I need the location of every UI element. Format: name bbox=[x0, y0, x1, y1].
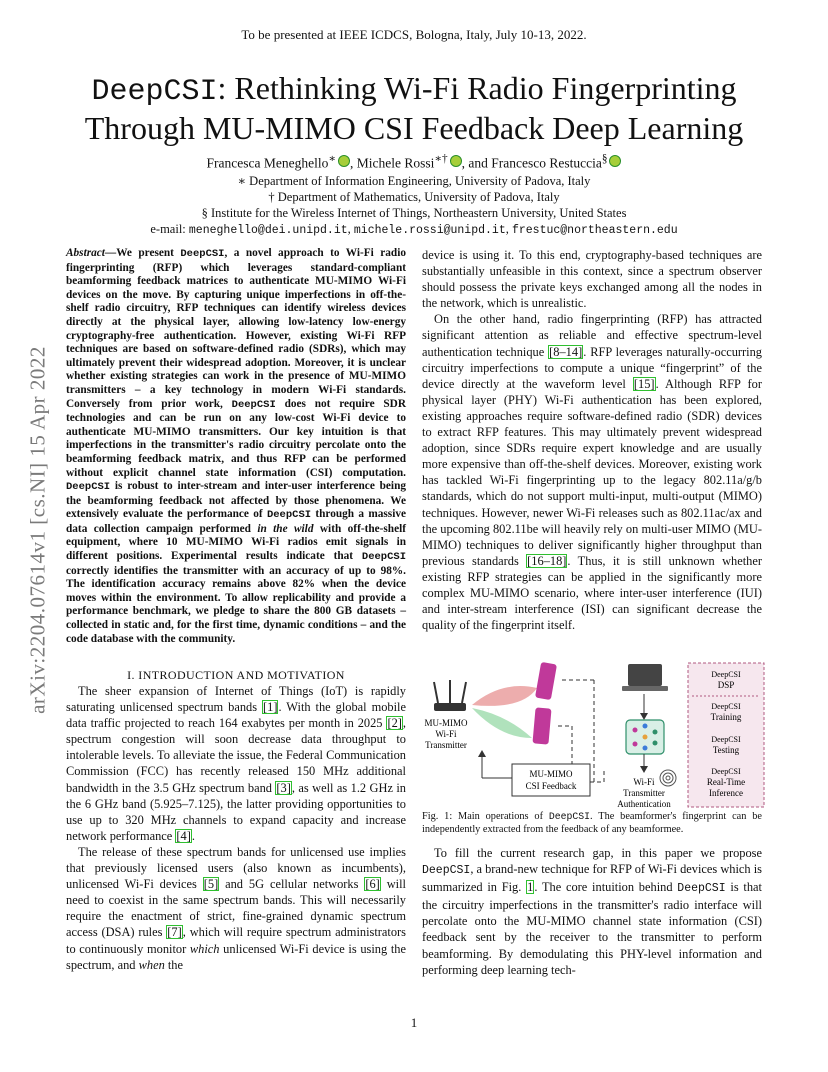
email-3[interactable]: frestuc@northeastern.edu bbox=[511, 224, 678, 237]
citation-link[interactable]: [3] bbox=[276, 780, 291, 795]
figure-link[interactable]: 1 bbox=[527, 880, 534, 895]
email-1[interactable]: meneghello@dei.unipd.it bbox=[188, 224, 348, 237]
neural-network-icon bbox=[626, 720, 664, 754]
citation-link[interactable]: [6] bbox=[365, 877, 380, 892]
citation-link[interactable]: [5] bbox=[203, 877, 219, 892]
laptop-icon bbox=[622, 664, 668, 691]
citation-link[interactable]: [15] bbox=[633, 376, 655, 391]
author-3-mark: § bbox=[601, 153, 608, 165]
citation-link[interactable]: [2] bbox=[387, 716, 402, 731]
orcid-icon[interactable] bbox=[450, 155, 462, 167]
smartphone-icon bbox=[532, 662, 557, 745]
beam-green-icon bbox=[472, 708, 532, 738]
paragraph: The release of these spectrum bands for unlicensed use implies that previously licensed users (also known as incumbents), unlicensed Wi-Fi devices [5] and 5G cellular networks [6] will need to coexist in the same spectrum bands. This will necessarily require the enactment of strict, fine-grained dynamic spectrum access (DSA) rules [7], which will require spectrum administrators to continuously monitor which unlicensed Wi-Fi device is using the spectrum, and when the bbox=[66, 844, 406, 972]
venue-note: To be presented at IEEE ICDCS, Bologna, Italy, July 10-13, 2022. bbox=[241, 27, 587, 42]
auth-label-1: Wi-Fi bbox=[633, 777, 655, 787]
author-list bbox=[0, 152, 828, 172]
title-line1-rest: : Rethinking Wi-Fi Radio Fingerprinting bbox=[217, 70, 737, 106]
affiliation-1: ∗ Department of Information Engineering, University of Padova, Italy bbox=[237, 174, 591, 188]
citation-link[interactable]: [8–14] bbox=[549, 344, 583, 359]
paragraph: On the other hand, radio fingerprinting (RFP) has attracted significant attention as reliable and effective spectrum-level authentication technique [8–14]. RFP leverages naturally-occurring circuitry imperfections to compute a unique “fingerprint” of the device directly at the waveform level [15]. Although RFP for physical layer (PHY) Wi-Fi authentication has been explored, existing approaches require software-defined radio (SDR) devices to extract RFP features. This may ultimately prevent widespread adoption, since SDRs require expert knowledge and are usually more expensive than off-the-shelf devices. Moreover, existing work has tackled Wi-Fi fingerprinting up to the legacy 802.11a/g/b standards, which do not support multi-input, multi-output (MIMO) techniques. However, newer Wi-Fi releases such as 802.11ac/ax and the upcoming 802.11be will heavily rely on multi-user MIMO (MU-MIMO) techniques to deliver significantly higher throughput than previous standards [16–18]. Thus, it is still unknown whether existing RFP strategies can be applied in the significantly more complex MU-MIMO scenario, where inter-user interference (IUI) and inter-stream interference (ISI) can significant decrease the quality of the fingerprint itself. bbox=[422, 312, 763, 633]
author-1-mark: ∗ bbox=[328, 153, 336, 165]
auth-label-3: Authentication bbox=[617, 799, 671, 809]
email-line: e-mail: meneghello@dei.unipd.it, michele.rossi@unipd.it, frestuc@northeastern.edu bbox=[150, 222, 678, 237]
panel-dsp-1: DeepCSI bbox=[711, 670, 741, 679]
citation-link[interactable]: [7] bbox=[167, 925, 182, 940]
panel-training-2: Training bbox=[710, 712, 742, 722]
feedback-label-2: CSI Feedback bbox=[525, 781, 577, 791]
section-heading: I. INTRODUCTION AND MOTIVATION bbox=[127, 668, 345, 682]
figure-1-diagram bbox=[422, 660, 767, 810]
paper-title bbox=[40, 70, 788, 146]
panel-dsp-2: DSP bbox=[717, 680, 735, 690]
panel-inference-3: Inference bbox=[709, 788, 743, 798]
email-label: e-mail: bbox=[150, 222, 189, 236]
affiliation-3: § Institute for the Wireless Internet of Things, Northeastern University, United States bbox=[201, 206, 627, 220]
paragraph: To fill the current research gap, in this paper we propose DeepCSI, a brand-new technique for RFP of Wi-Fi devices which is summarized in Fig. 1. The core intuition behind DeepCSI is that the circuitry imperfections in the transmitter's radio interface will percolate onto the MU-MIMO channel state information (CSI) feedback sent by the receiver to the transmitter to perform beamforming. By demodulating this PHY-level information and performing deep learning tech- bbox=[422, 846, 762, 977]
figure-caption: Fig. 1: Main operations of DeepCSI. The beamformer's fingerprint can be independently extracted from the feedback of any beamformee. bbox=[422, 811, 762, 835]
orcid-icon[interactable] bbox=[338, 155, 350, 167]
paragraph: device is using it. To this end, cryptography-based techniques are substantially unfeasible in this context, since a spectrum observer should possess the private keys exchanged among all the nodes in the network, which is unrealistic. bbox=[422, 248, 762, 311]
author-3[interactable]: , and Francesco Restuccia bbox=[461, 155, 602, 171]
right-column-body-top bbox=[422, 247, 762, 633]
email-2[interactable]: michele.rossi@unipd.it bbox=[353, 224, 506, 237]
paragraph: The sheer expansion of Internet of Things (IoT) is rapidly saturating unlicensed spectrum bands [1]. With the global mobile data traffic projected to reach 164 exabytes per month in 2025 [2], spectrum congestion will soon decrease data throughput to intolerable levels. To alleviate the issue, the Federal Communication Commission (FCC) has recently released 150 MHz additional bandwidth in the 3.5 GHz spectrum band [3], as well as 1.2 GHz in the 6 GHz band (5.925–7.125), the latter providing opportunities to use up to 320 MHz channels to expand capacity and increase network performance [4]. bbox=[66, 684, 406, 843]
author-2[interactable]: , Michele Rossi bbox=[350, 155, 435, 171]
panel-testing-1: DeepCSI bbox=[711, 735, 741, 744]
panel-training-1: DeepCSI bbox=[711, 702, 741, 711]
title-system-name: DeepCSI bbox=[91, 75, 218, 109]
feedback-label-1: MU-MIMO bbox=[529, 769, 573, 779]
citation-link[interactable]: [4] bbox=[176, 828, 191, 843]
left-column-body bbox=[66, 683, 406, 973]
right-column-body-bottom bbox=[422, 845, 762, 978]
orcid-icon[interactable] bbox=[609, 155, 621, 167]
tx-label-3: Transmitter bbox=[425, 740, 467, 750]
affiliation-2: † Department of Mathematics, University of Padova, Italy bbox=[268, 190, 560, 204]
abstract: Abstract—We present DeepCSI, a novel approach to Wi-Fi radio fingerprinting (RFP) which leverages standard-compliant beamforming feedback matrices to authenticate MU-MIMO Wi-Fi devices on the move. By capturing unique imperfections in off-the-shelf radio circuitry, RFP techniques can identify wireless devices directly at the physical layer, allowing low-latency low-energy cryptography-free authentication. However, existing Wi-Fi RFP techniques are based on software-defined radio (SDRs), which may ultimately prevent their widespread adoption. Moreover, it is unclear whether existing strategies can work in the presence of MU-MIMO transmitters – a key technology in modern Wi-Fi standards. Conversely from prior work, DeepCSI does not require SDR technologies and can be run on any low-cost Wi-Fi device to authenticate MU-MIMO transmitters. Our key intuition is that imperfections in the transmitter's radio circuitry percolate onto the beamforming feedback matrix, and thus RFP can be performed without explicit channel state information (CSI) computation. DeepCSI is robust to inter-stream and inter-user interference being the beamforming feedback not affected by those phenomena. We extensively evaluate the performance of DeepCSI through a massive data collection campaign performed in the wild with off-the-shelf equipment, where 10 MU-MIMO Wi-Fi radios emit signals in different positions. Experimental results indicate that DeepCSI correctly identifies the transmitter with an accuracy of up to 98%. The identification accuracy remains above 82% when the device moves within the environment. To allow replicability and provide a performance benchmark, we pledge to share the 800 GB datasets – collected in static and, for the first time, dynamic conditions – and the code database with the community. bbox=[66, 247, 407, 645]
fingerprint-icon bbox=[660, 770, 676, 786]
author-1[interactable]: Francesca Meneghello bbox=[206, 155, 329, 171]
title-line2: Through MU-MIMO CSI Feedback Deep Learning bbox=[84, 110, 744, 146]
beam-red-icon bbox=[472, 686, 537, 706]
tx-label-1: MU-MIMO bbox=[424, 718, 468, 728]
page-number: 1 bbox=[410, 1015, 418, 1030]
tx-label-2: Wi-Fi bbox=[435, 729, 457, 739]
arxiv-id[interactable]: arXiv:2204.07614v1 [cs.NI] 15 Apr 2022 bbox=[25, 346, 50, 714]
abstract-lead: Abstract bbox=[66, 247, 105, 259]
router-icon bbox=[434, 680, 466, 711]
author-2-mark: ∗† bbox=[434, 153, 448, 165]
panel-inference-2: Real-Time bbox=[706, 777, 746, 787]
panel-inference-1: DeepCSI bbox=[711, 767, 741, 776]
auth-label-2: Transmitter bbox=[623, 788, 665, 798]
citation-link[interactable]: [1] bbox=[263, 700, 278, 715]
citation-link[interactable]: [16–18] bbox=[527, 553, 567, 568]
panel-testing-2: Testing bbox=[712, 745, 740, 755]
